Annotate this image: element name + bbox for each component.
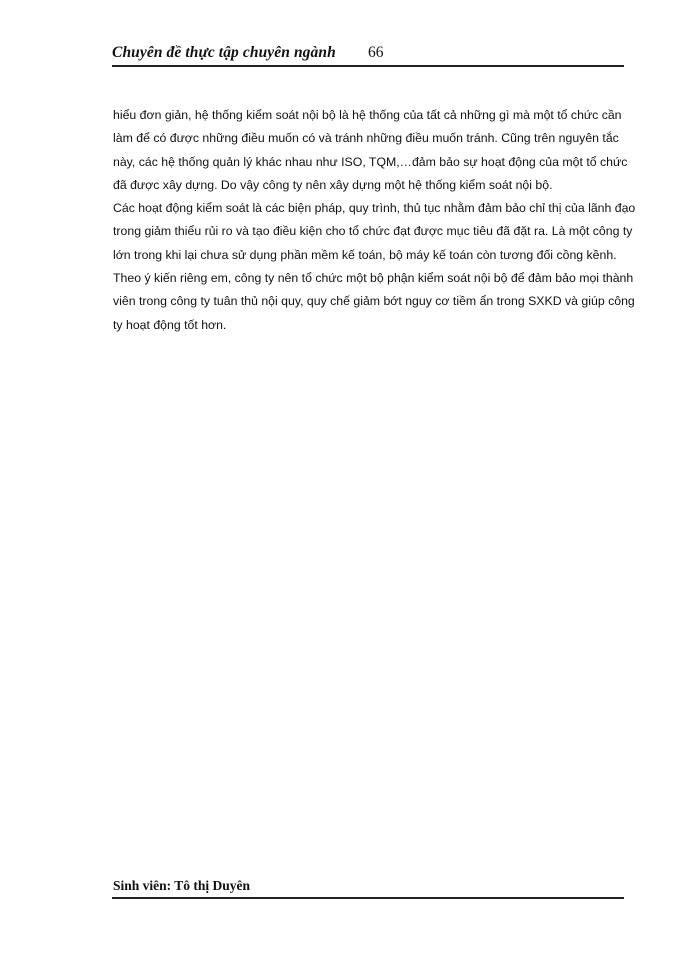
paragraph: hiểu đơn giản, hệ thống kiểm soát nội bộ là hệ thống của tất cả những gì mà một tổ chức cần làm để có được những điều muốn có và tránh những điều muốn tránh. Cũng trên nguyên tắc này, các hệ thống quản lý khác nhau như ISO, TQM,…đảm bảo sự hoạt động của một tổ chức đã được xây dựng. Do vậy công ty nên xây dựng một hệ thống kiểm soát nội bộ. <box>113 108 628 192</box>
paragraph: Các hoạt động kiểm soát là các biện pháp, quy trình, thủ tục nhằm đảm bảo chỉ thị của lãnh đạo trong giảm thiểu rủi ro và tạo điều kiện cho tổ chức đạt được mục tiêu đã đặt ra. Là một công ty lớn trong khi lại chưa sử dụng phần mềm kế toán, bộ máy kế toán còn tương đối cồng kềnh. Theo ý kiến riêng em, công ty nên tổ chức một bộ phận kiểm soát nội bộ để đảm bảo mọi thành viên trong công ty tuân thủ nội quy, quy chế giảm bớt nguy cơ tiềm ẩn trong SXKD và giúp công ty hoạt động tốt hơn. <box>113 201 636 332</box>
page-number: 66 <box>368 44 384 61</box>
footer-divider <box>112 897 624 899</box>
document-title: Chuyên đề thực tập chuyên ngành <box>112 44 336 61</box>
footer-student-name: Sinh viên: Tô thị Duyên <box>113 878 251 893</box>
body-text <box>113 104 636 337</box>
header-divider <box>112 65 624 67</box>
